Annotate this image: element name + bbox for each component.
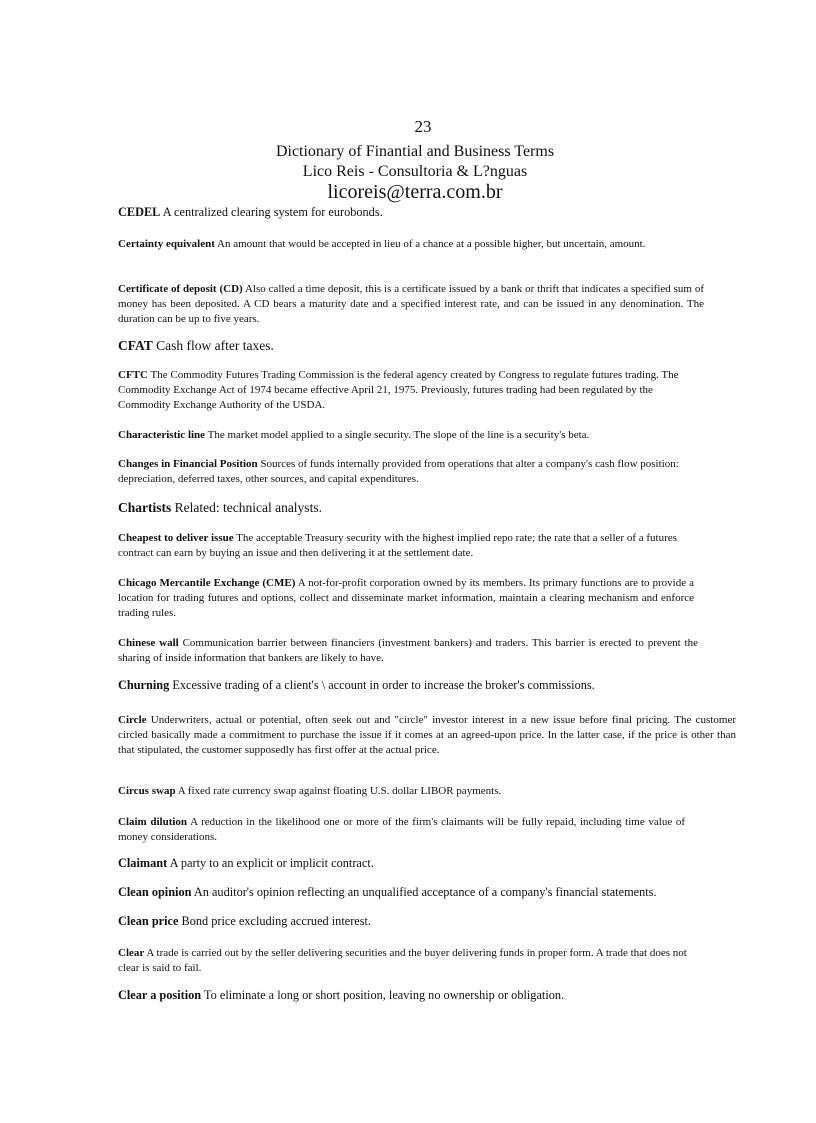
entry-term: Chartists: [118, 500, 172, 515]
entry-definition: Excessive trading of a client's \ account in order to increase the broker's commissions.: [172, 678, 595, 692]
email-address: licoreis@terra.com.br: [327, 181, 503, 203]
entry-term: Claim dilution: [118, 816, 188, 828]
glossary-entry-circus-swap: [118, 784, 736, 799]
entry-term: Certificate of deposit (CD): [118, 283, 243, 295]
entry-definition: Cash flow after taxes.: [156, 338, 274, 353]
entry-definition: The acceptable Treasury security with the highest implied repo rate; the rate that a seller of a futures contract can earn by buying an issue and then delivering it at the settlement date.: [118, 532, 677, 559]
glossary-entry-chinese-wall: [118, 636, 698, 666]
glossary-entry-circle: [118, 713, 736, 758]
glossary-entry-characteristic-line: [118, 428, 736, 443]
entry-definition: A trade is carried out by the seller delivering securities and the buyer delivering funds in proper form. A trade that does not clear is said to fail.: [118, 947, 687, 974]
entry-definition: Also called a time deposit, this is a certificate issued by a bank or thrift that indicates a specified sum of money has been deposited. A CD bears a maturity date and a specified interest rate, and can be issued in any denomination. The duration can be up to five years.: [118, 283, 704, 325]
glossary-entry-claim-dilution: [118, 815, 685, 845]
entry-term: Cheapest to deliver issue: [118, 532, 234, 544]
page-number: 23: [414, 117, 432, 136]
glossary-entry-chicago-mercantile-exchange: [118, 576, 694, 621]
glossary-entry-cfat: [118, 338, 736, 354]
entry-term: CEDEL: [118, 205, 161, 219]
document-title: Dictionary of Finantial and Business Terms: [275, 143, 555, 160]
glossary-entry-cftc: [118, 368, 708, 413]
entry-definition: An amount that would be accepted in lieu of a chance at a possible higher, but uncertain, amount.: [217, 238, 646, 250]
glossary-entry-churning: [118, 678, 736, 694]
entry-definition: To eliminate a long or short position, leaving no ownership or obligation.: [203, 988, 565, 1002]
entry-definition: An auditor's opinion reflecting an unqualified acceptance of a company's financial statements.: [193, 885, 657, 899]
entry-term: Clear a position: [118, 988, 202, 1002]
entry-definition: A centralized clearing system for eurobonds.: [162, 205, 383, 219]
entry-definition: The Commodity Futures Trading Commission is the federal agency created by Congress to regulate futures trading. The Commodity Exchange Act of 1974 became effective April 21, 1975. Previously, futures trading had been regulated by the Commodity Exchange Authority of the USDA.: [118, 369, 679, 411]
entry-term: Certainty equivalent: [118, 238, 215, 250]
glossary-entry-clean-price: [118, 914, 736, 930]
entry-definition: Underwriters, actual or potential, often seek out and "circle" investor interest in a new issue before final pricing. The customer circled basically made a commitment to purchase the issue if it comes at an agreed-upon price. In the latter case, if the price is other than that stipulated, the customer supposedly has first offer at the actual price.: [118, 714, 736, 756]
glossary-entry-clean-opinion: [118, 885, 736, 901]
author-line: Lico Reis - Consultoria & L?nguas: [302, 163, 528, 180]
glossary-entry-certificate-of-deposit: [118, 282, 704, 327]
entry-term: Clean price: [118, 914, 179, 928]
entry-definition: Sources of funds internally provided from operations that alter a company's cash flow position: depreciation, deferred taxes, other sources, and capital expenditures.: [118, 458, 679, 485]
glossary-entry-chartists: [118, 500, 736, 516]
entry-definition: A fixed rate currency swap against floating U.S. dollar LIBOR payments.: [177, 785, 502, 797]
entry-term: Chinese wall: [118, 637, 179, 649]
entry-term: Changes in Financial Position: [118, 458, 258, 470]
entry-term: Characteristic line: [118, 429, 206, 441]
entry-definition: A not-for-profit corporation owned by its members. Its primary functions are to provide a location for trading futures and options, collect and disseminate market information, maintain a clearing mechanism and enforce trading rules.: [118, 577, 694, 619]
entry-term: Circus swap: [118, 785, 176, 797]
glossary-entry-changes-in-financial-position: [118, 457, 733, 487]
entry-definition: A party to an explicit or implicit contract.: [169, 856, 374, 870]
entry-definition: The market model applied to a single security. The slope of the line is a security's beta.: [207, 429, 590, 441]
glossary-entry-clear-a-position: [118, 988, 736, 1004]
entry-term: Churning: [118, 678, 170, 692]
entry-definition: A reduction in the likelihood one or more of the firm's claimants will be fully repaid, including time value of money considerations.: [118, 816, 686, 843]
entry-definition: Related: technical analysts.: [174, 500, 322, 515]
entry-term: CFTC: [118, 369, 148, 381]
glossary-entry-cheapest-to-deliver-issue: [118, 531, 713, 561]
glossary-entry-clear: [118, 946, 693, 976]
entry-term: CFAT: [118, 338, 153, 353]
entry-term: Circle: [118, 714, 147, 726]
entry-term: Clean opinion: [118, 885, 192, 899]
entry-term: Claimant: [118, 856, 168, 870]
entry-definition: Bond price excluding accrued interest.: [181, 914, 372, 928]
entry-term: Chicago Mercantile Exchange (CME): [118, 577, 296, 589]
entry-term: Clear: [118, 947, 145, 959]
glossary-entry-certainty-equivalent: [118, 237, 684, 252]
entry-definition: Communication barrier between financiers (investment bankers) and traders. This barrier is erected to prevent the sharing of inside information that bankers are likely to have.: [118, 637, 698, 664]
glossary-entry-claimant: [118, 856, 736, 872]
glossary-entry-cedel: [118, 205, 736, 221]
